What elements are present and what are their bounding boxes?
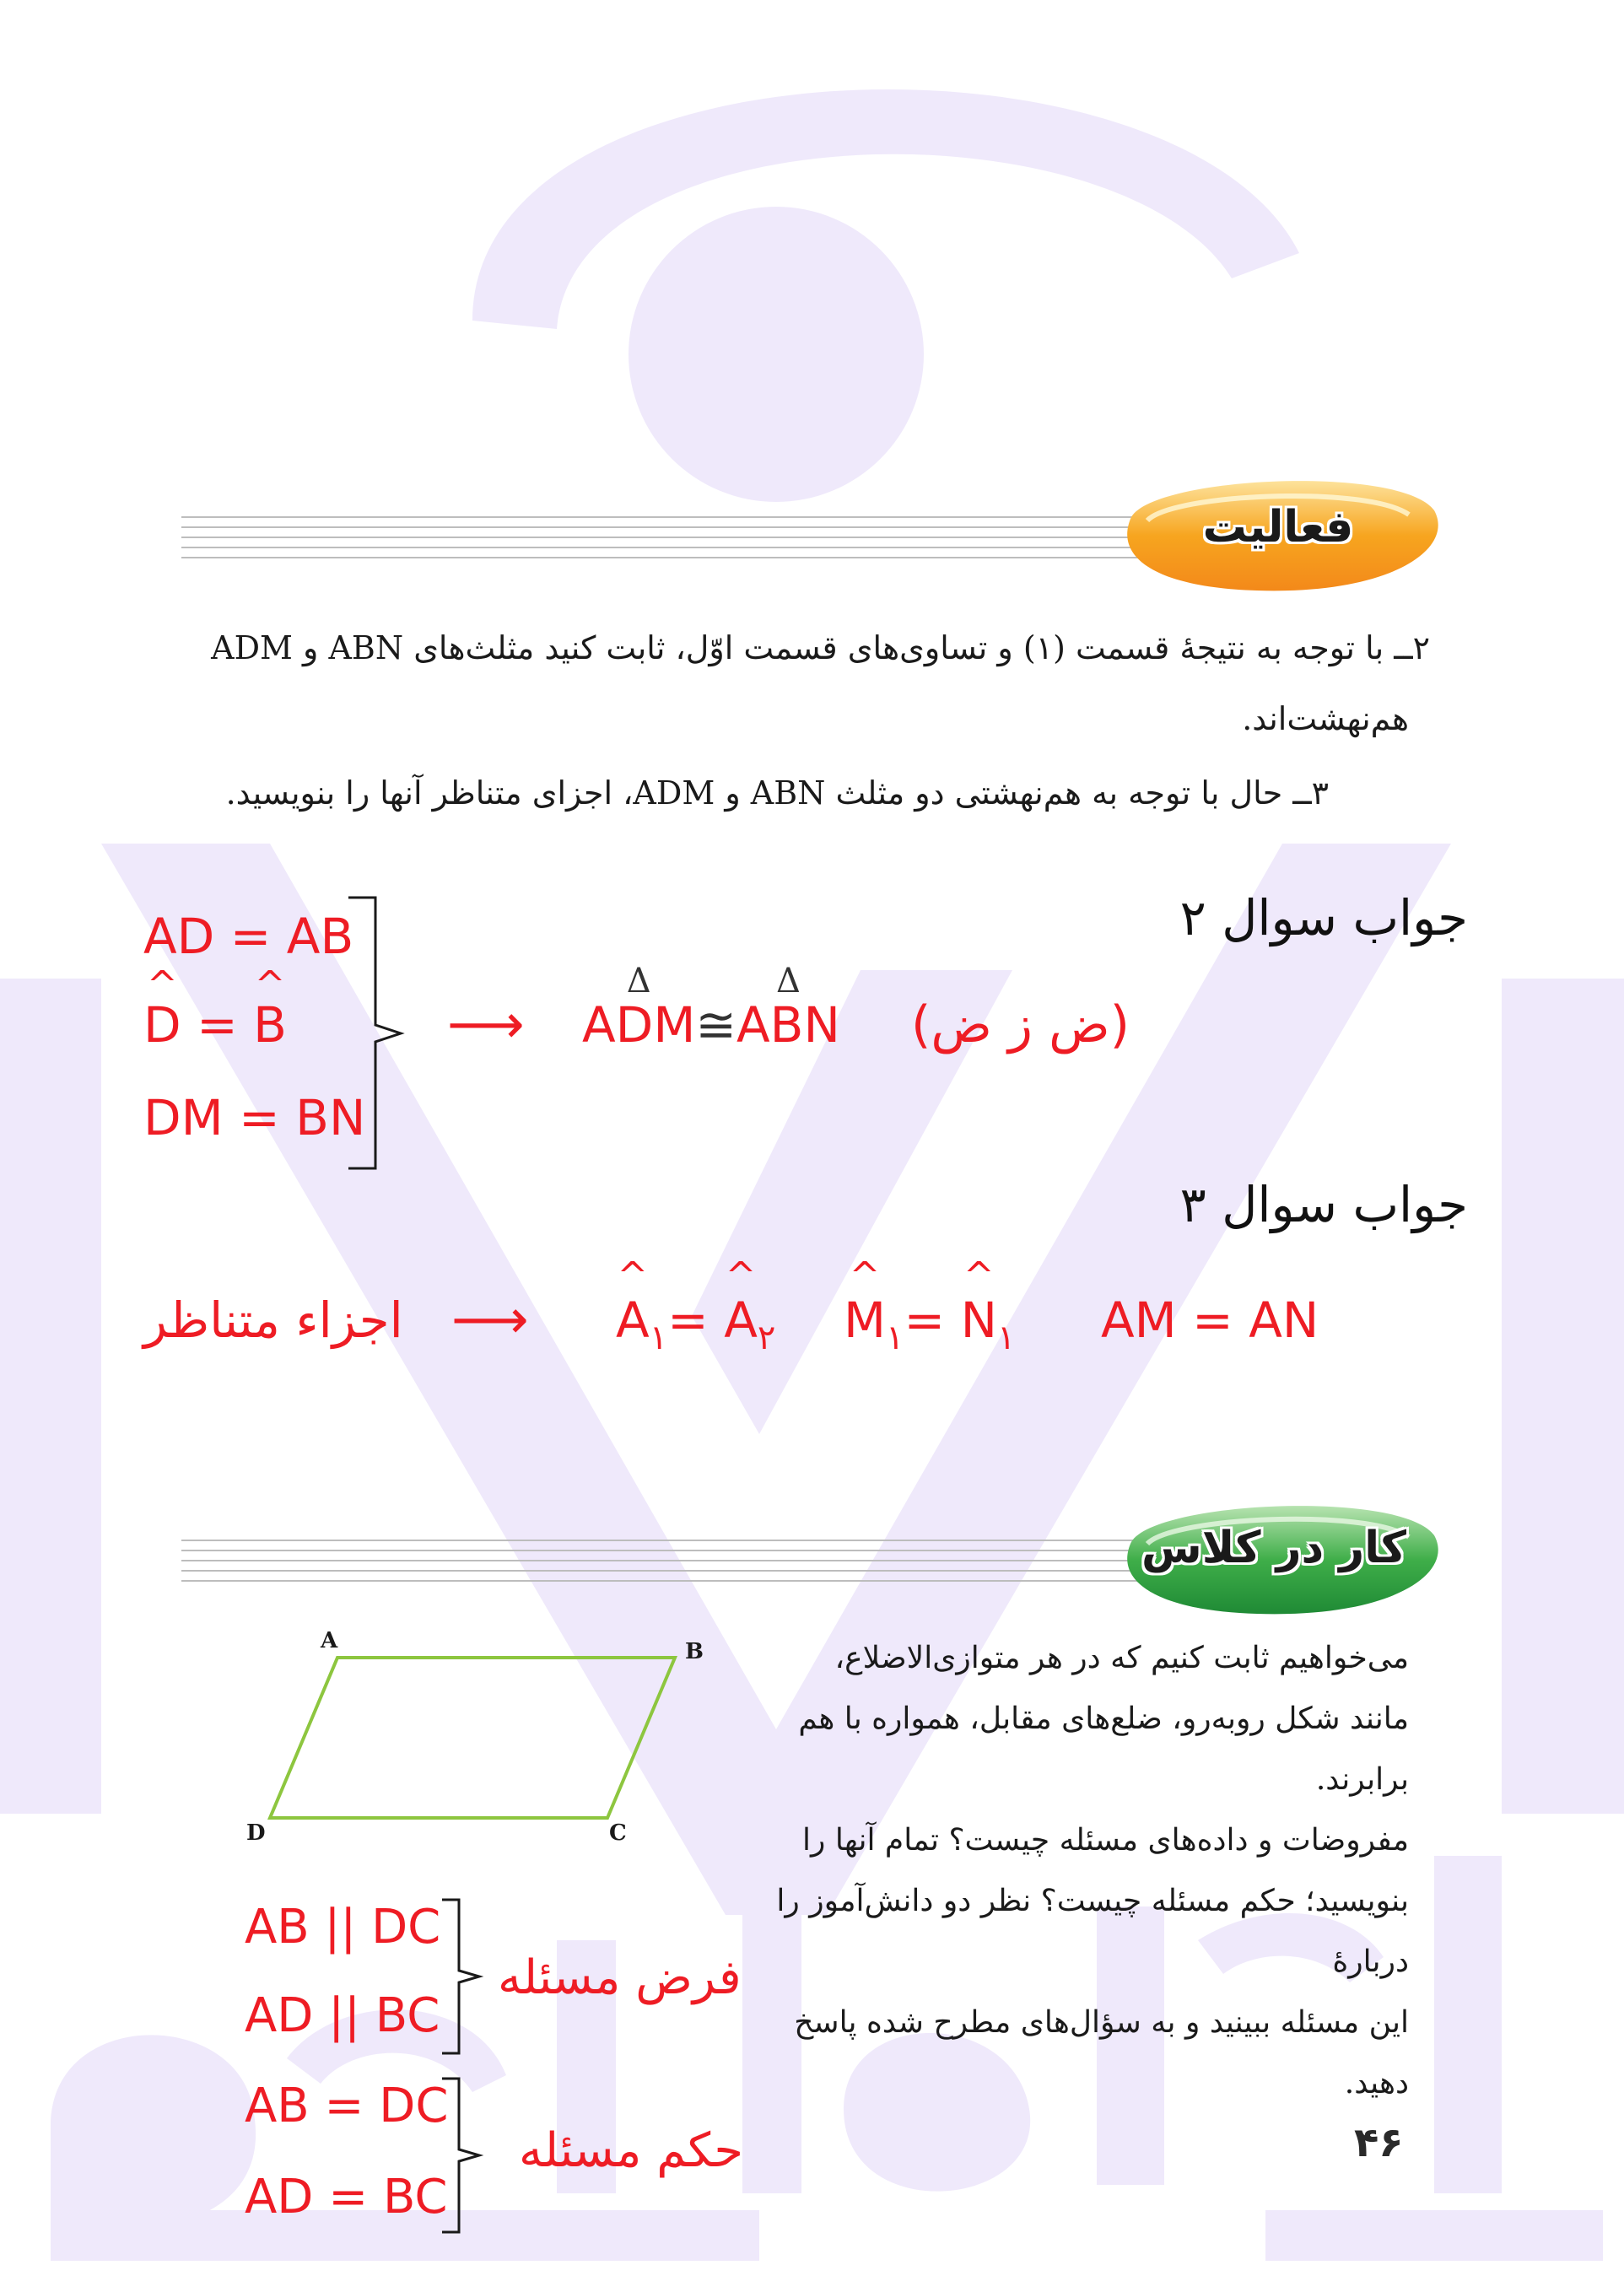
classwork-line-3: مفروضات و داده‌های مسئله چیست؟ تمام آنها را <box>802 1823 1409 1858</box>
answer-3-heading: جواب سوال ۳ <box>1179 1176 1468 1233</box>
claim-1: AB = DC <box>245 2079 449 2133</box>
classwork-line-5: این مسئله ببینید و به سؤال‌های مطرح شده پاسخ دهید. <box>794 2005 1409 2101</box>
page-number: ۴۶ <box>1354 2119 1404 2166</box>
given-2: AD || BC <box>245 1988 440 2043</box>
activity-item-3: ۳ــ حال با توجه به هم‌نهشتی دو مثلث ABN و ADM، اجزای متناظر آنها را بنویسید. <box>225 774 1329 812</box>
answer-3-angles-a <box>616 1286 775 1372</box>
triangle-abn: Δ ABN <box>736 995 840 1054</box>
congruent-sign: ≅ <box>695 996 736 1054</box>
answer-2-eq-2-sign: = <box>181 996 254 1054</box>
classwork-badge-label: کار در کلاس <box>1141 1523 1406 1573</box>
angle-a1-index: ۱ <box>649 1319 668 1357</box>
given-brace <box>439 1896 489 2057</box>
activity-item-2-line-2: هم‌نهشت‌اند. <box>1242 700 1409 737</box>
answer-3-arrow: ⟶ <box>451 1289 529 1351</box>
angle-d: ^ D <box>143 995 181 1054</box>
parallelogram-figure <box>236 1620 726 1856</box>
vertex-a-label: A <box>321 1628 338 1653</box>
answer-3-sides: AM = AN <box>1101 1292 1319 1349</box>
classwork-paragraph <box>734 1628 1409 2114</box>
angle-m1: ^ M <box>844 1286 886 1354</box>
vertex-b-label: B <box>685 1639 704 1664</box>
angle-n1-index: ۱ <box>996 1319 1016 1357</box>
claim-label: حکم مسئله <box>519 2123 744 2178</box>
classwork-line-4: بنویسید؛ حکم مسئله چیست؟ نظر دو دانش‌آموز را دربارهٔ <box>776 1884 1409 1979</box>
classwork-line-2: مانند شکل روبه‌رو، ضلع‌های مقابل، همواره با هم برابرند. <box>798 1701 1409 1797</box>
answer-3-eq-a: = <box>667 1292 709 1349</box>
angle-a1: ^ A <box>616 1286 650 1354</box>
given-1: AB || DC <box>245 1900 441 1955</box>
answer-3-angles-mn <box>844 1286 1015 1372</box>
angle-n1: ^ N <box>961 1286 997 1354</box>
answer-2-congruence <box>582 995 840 1054</box>
answer-2-arrow: ⟶ <box>447 994 525 1056</box>
classwork-line-1: می‌خواهیم ثابت کنیم که در هر متوازی‌الاضلاع، <box>834 1641 1409 1675</box>
answer-2-eq-3: DM = BN <box>143 1089 366 1146</box>
vertex-c-label: C <box>609 1820 627 1846</box>
angle-m1-index: ۱ <box>886 1319 904 1357</box>
activity-badge-label: فعالیت <box>1202 502 1354 553</box>
angle-a2: ^ A <box>724 1286 758 1354</box>
triangle-adm: Δ ADM <box>582 995 695 1054</box>
answer-2-eq-2 <box>143 995 287 1054</box>
answer-2-heading: جواب سوال ۲ <box>1179 889 1468 946</box>
claim-brace <box>439 2075 489 2235</box>
claim-2: AD = BC <box>245 2170 448 2225</box>
answer-3-label: اجزاء متناظر <box>143 1292 403 1349</box>
angle-b: ^ B <box>253 995 287 1054</box>
answer-2-brace <box>342 894 409 1173</box>
vertex-d-label: D <box>246 1820 266 1846</box>
angle-a2-index: ۲ <box>757 1319 776 1357</box>
answer-3-eq-mn: = <box>904 1292 946 1349</box>
given-label: فرض مسئله <box>498 1950 742 2005</box>
answer-2-reason: (ض ز ض) <box>911 995 1130 1054</box>
answer-2-eq-1: AD = AB <box>143 908 354 965</box>
activity-item-2-line-1: ۲ــ با توجه به نتیجهٔ قسمت (۱) و تساوی‌های قسمت اوّل، ثابت کنید مثلث‌های ABN و ADM <box>211 629 1430 666</box>
